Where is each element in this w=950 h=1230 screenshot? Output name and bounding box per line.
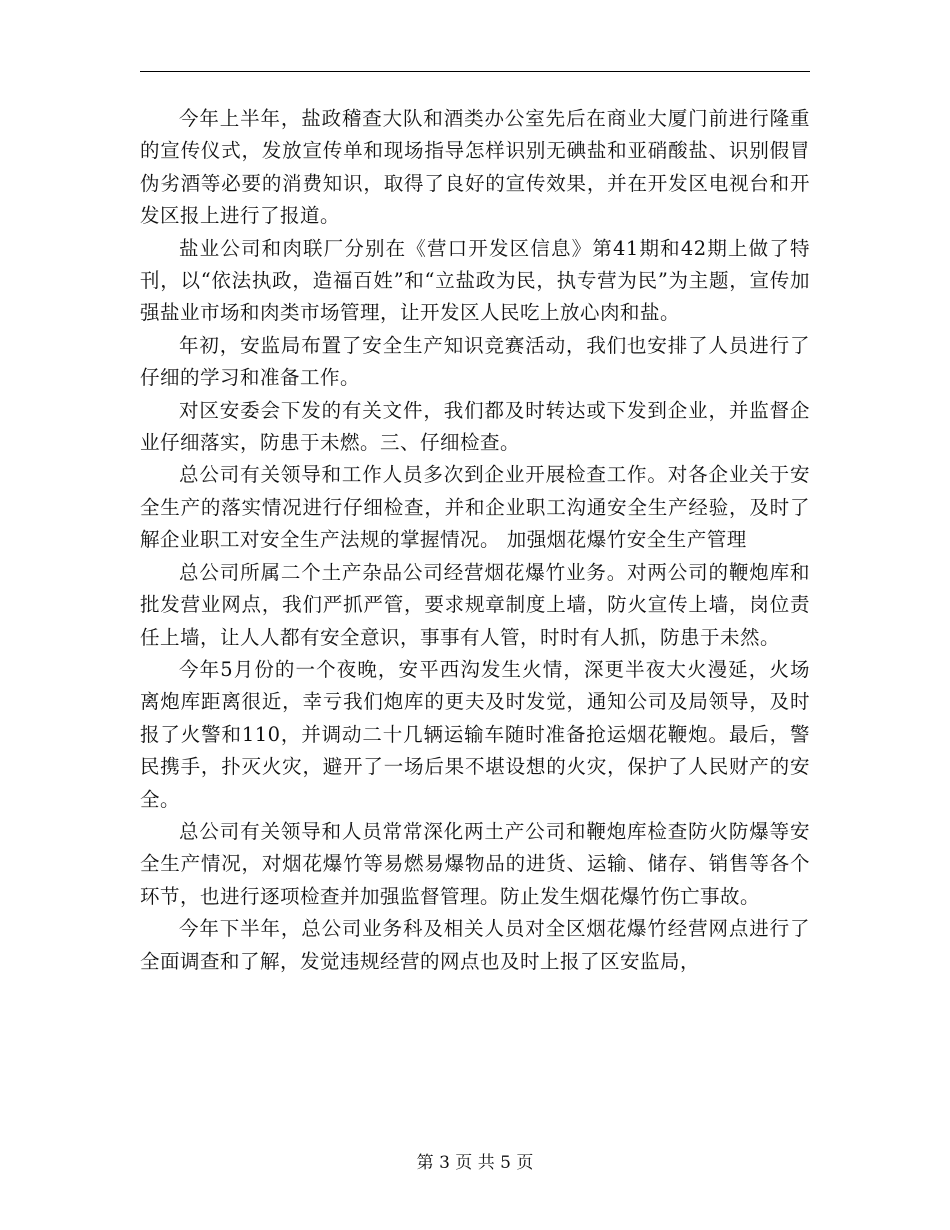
paragraph: 总公司有关领导和人员常常深化两土产公司和鞭炮库检查防火防爆等安全生产情况，对烟花爆竹等易燃易爆物品的进货、运输、储存、销售等各个环节，也进行逐项检查并加强监督管理。防止发生烟花爆竹伤亡事故。	[140, 819, 810, 908]
paragraph: 今年下半年，总公司业务科及相关人员对全区烟花爆竹经营网点进行了全面调查和了解，发觉违规经营的网点也及时上报了区安监局，	[140, 917, 810, 973]
paragraph: 年初，安监局布置了安全生产知识竞赛活动，我们也安排了人员进行了仔细的学习和准备工作。	[140, 333, 810, 390]
document-body	[140, 103, 810, 978]
paragraph: 今年5月份的一个夜晚，安平西沟发生火情，深更半夜大火漫延，火场离炮库距离很近，幸亏我们炮库的更夫及时发觉，通知公司及局领导，及时报了火警和110，并调动二十几辆运输车随时准备抢运烟花鞭炮。最后，警民携手，扑灭火灾，避开了一场后果不堪设想的火灾，保护了人民财产的安全。	[140, 657, 810, 811]
paragraph: 盐业公司和肉联厂分别在《营口开发区信息》第41期和42期上做了特刊，以“依法执政，造福百姓”和“立盐政为民，执专营为民”为主题，宣传加强盐业市场和肉类市场管理，让开发区人民吃上放心肉和盐。	[140, 236, 810, 325]
paragraph: 今年上半年，盐政稽查大队和酒类办公室先后在商业大厦门前进行隆重的宣传仪式，发放宣传单和现场指导怎样识别无碘盐和亚硝酸盐、识别假冒伪劣酒等必要的消费知识，取得了良好的宣传效果，并在开发区电视台和开发区报上进行了报道。	[140, 107, 810, 228]
paragraph: 总公司有关领导和工作人员多次到企业开展检查工作。对各企业关于安全生产的落实情况进行仔细检查，并和企业职工沟通安全生产经验，及时了解企业职工对安全生产法规的掌握情况。 加强烟花爆竹安全生产管理	[140, 463, 810, 552]
paragraph: 总公司所属二个土产杂品公司经营烟花爆竹业务。对两公司的鞭炮库和批发营业网点，我们严抓严管，要求规章制度上墙，防火宣传上墙，岗位责任上墙，让人人都有安全意识，事事有人管，时时有人抓，防患于未然。	[140, 560, 810, 649]
page-number-footer: 第 3 页 共 5 页	[416, 1153, 534, 1173]
header-rule	[140, 71, 810, 72]
paragraph: 对区安委会下发的有关文件，我们都及时转达或下发到企业，并监督企业仔细落实，防患于未燃。三、仔细检查。	[140, 398, 810, 455]
